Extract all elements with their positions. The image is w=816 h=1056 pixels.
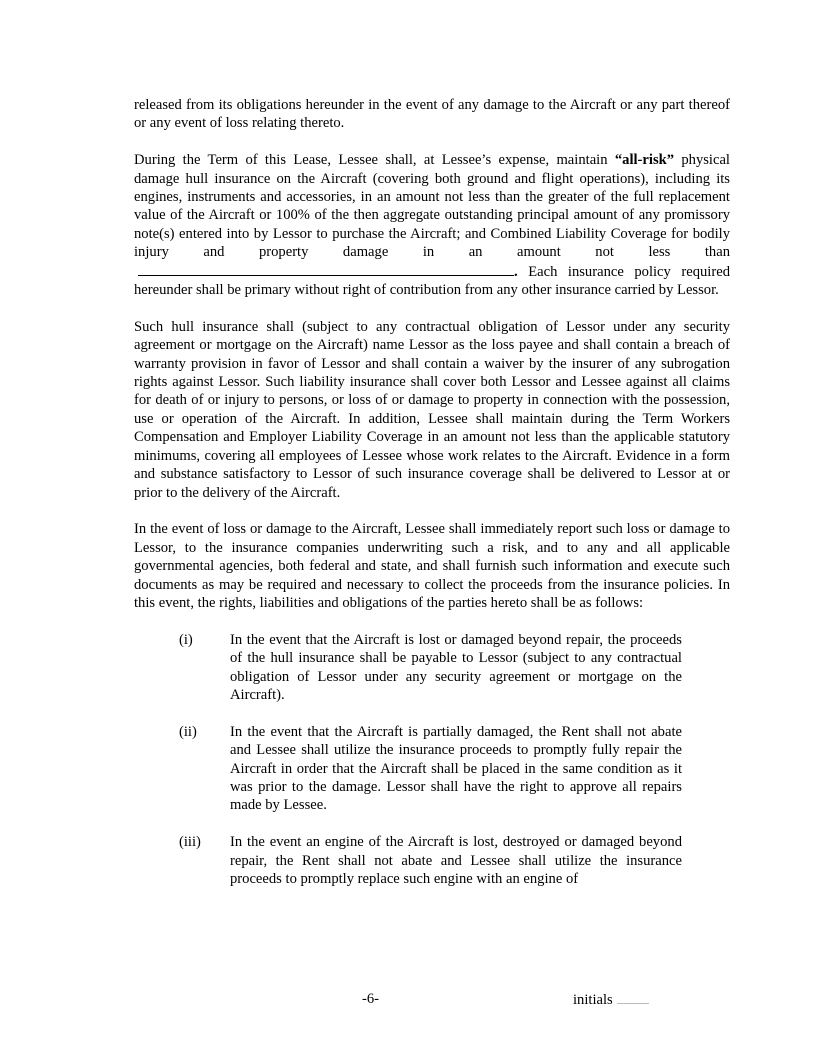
all-risk-bold-term: “all-risk”: [614, 152, 675, 169]
list-item: [179, 833, 682, 888]
page-number: -6-: [362, 991, 380, 1007]
list-item-text: In the event that the Aircraft is partially damaged, the Rent shall not abate and Lessee shall utilize the insurance proceeds to promptly fully repair the Aircraft in order that the Aircraft shall be placed in the same condition as it was prior to the damage. Lessor shall have the right to approve all repairs made by Lessee.: [230, 723, 682, 814]
initials-field: [573, 991, 649, 1009]
paragraph-insurance-requirements: [134, 151, 730, 299]
blank-period: .: [514, 263, 518, 280]
list-item-number: (i): [179, 631, 193, 648]
paragraph-loss-reporting: In the event of loss or damage to the Aircraft, Lessee shall immediately report such loss or damage to Lessor, to the insurance companies underwriting such a risk, and to any and all applicable governmental agencies, both federal and state, and shall furnish such information and execute such documents as may be required and necessary to collect the proceeds from the insurance policies. In this event, the rights, liabilities and obligations of the parties hereto shall be as follows:: [134, 521, 730, 611]
list-item: [179, 723, 682, 815]
text: physical damage hull insurance on the Aircraft (covering both ground and flight operations), including its engines, instruments and accessories, in an amount not less than the greater of the full replacement value of the Aircraft or 100% of the then aggregate outstanding principal amount of any promissory note(s) entered into by Lessor to purchase the Aircraft; and Combined Liability Coverage for bodily injury and property damage in an amount not less than: [134, 152, 730, 261]
list-item: [179, 631, 682, 705]
paragraph-loss-payee: Such hull insurance shall (subject to any contractual obligation of Lessor under any security agreement or mortgage on the Aircraft) name Lessor as the loss payee and shall contain a breach of warranty provision in favor of Lessor and shall contain a waiver by the insurer of any subrogation rights against Lessor. Such liability insurance shall cover both Lessor and Lessee against all claims for death of or injury to persons, or loss of or damage to property in connection with the possession, use or operation of the Aircraft. In addition, Lessee shall maintain during the Term Workers Compensation and Employer Liability Coverage in an amount not less than the applicable statutory minimums, covering all employees of Lessee whose work relates to the Aircraft. Evidence in a form and substance satisfactory to Lessor of such insurance coverage shall be delivered to Lessor at or prior to the delivery of the Aircraft.: [134, 318, 730, 501]
text: Each insurance policy required hereunder shall be primary without right of contribution from any other insurance carried by Lessor.: [134, 263, 730, 299]
list-item-text: In the event an engine of the Aircraft is lost, destroyed or damaged beyond repair, the Rent shall not abate and Lessee shall utilize the insurance proceeds to promptly replace such engine with an engine of: [230, 834, 682, 887]
text: During the Term of this Lease, Lessee shall, at Lessee’s expense, maintain: [134, 152, 615, 169]
document-page: [134, 96, 730, 907]
enumerated-list: [179, 631, 682, 889]
list-item-number: (iii): [179, 834, 201, 851]
initials-blank[interactable]: [617, 991, 649, 1004]
initials-label: initials: [573, 992, 613, 1008]
paragraph-continuation: released from its obligations hereunder in the event of any damage to the Aircraft or any part thereof or any event of loss relating thereto.: [134, 97, 730, 132]
list-item-text: In the event that the Aircraft is lost or damaged beyond repair, the proceeds of the hull insurance shall be payable to Lessor (subject to any contractual obligation of Lessor under any security agreement or mortgage on the Aircraft).: [230, 631, 682, 703]
liability-amount-blank[interactable]: [138, 262, 514, 276]
list-item-number: (ii): [179, 723, 197, 740]
